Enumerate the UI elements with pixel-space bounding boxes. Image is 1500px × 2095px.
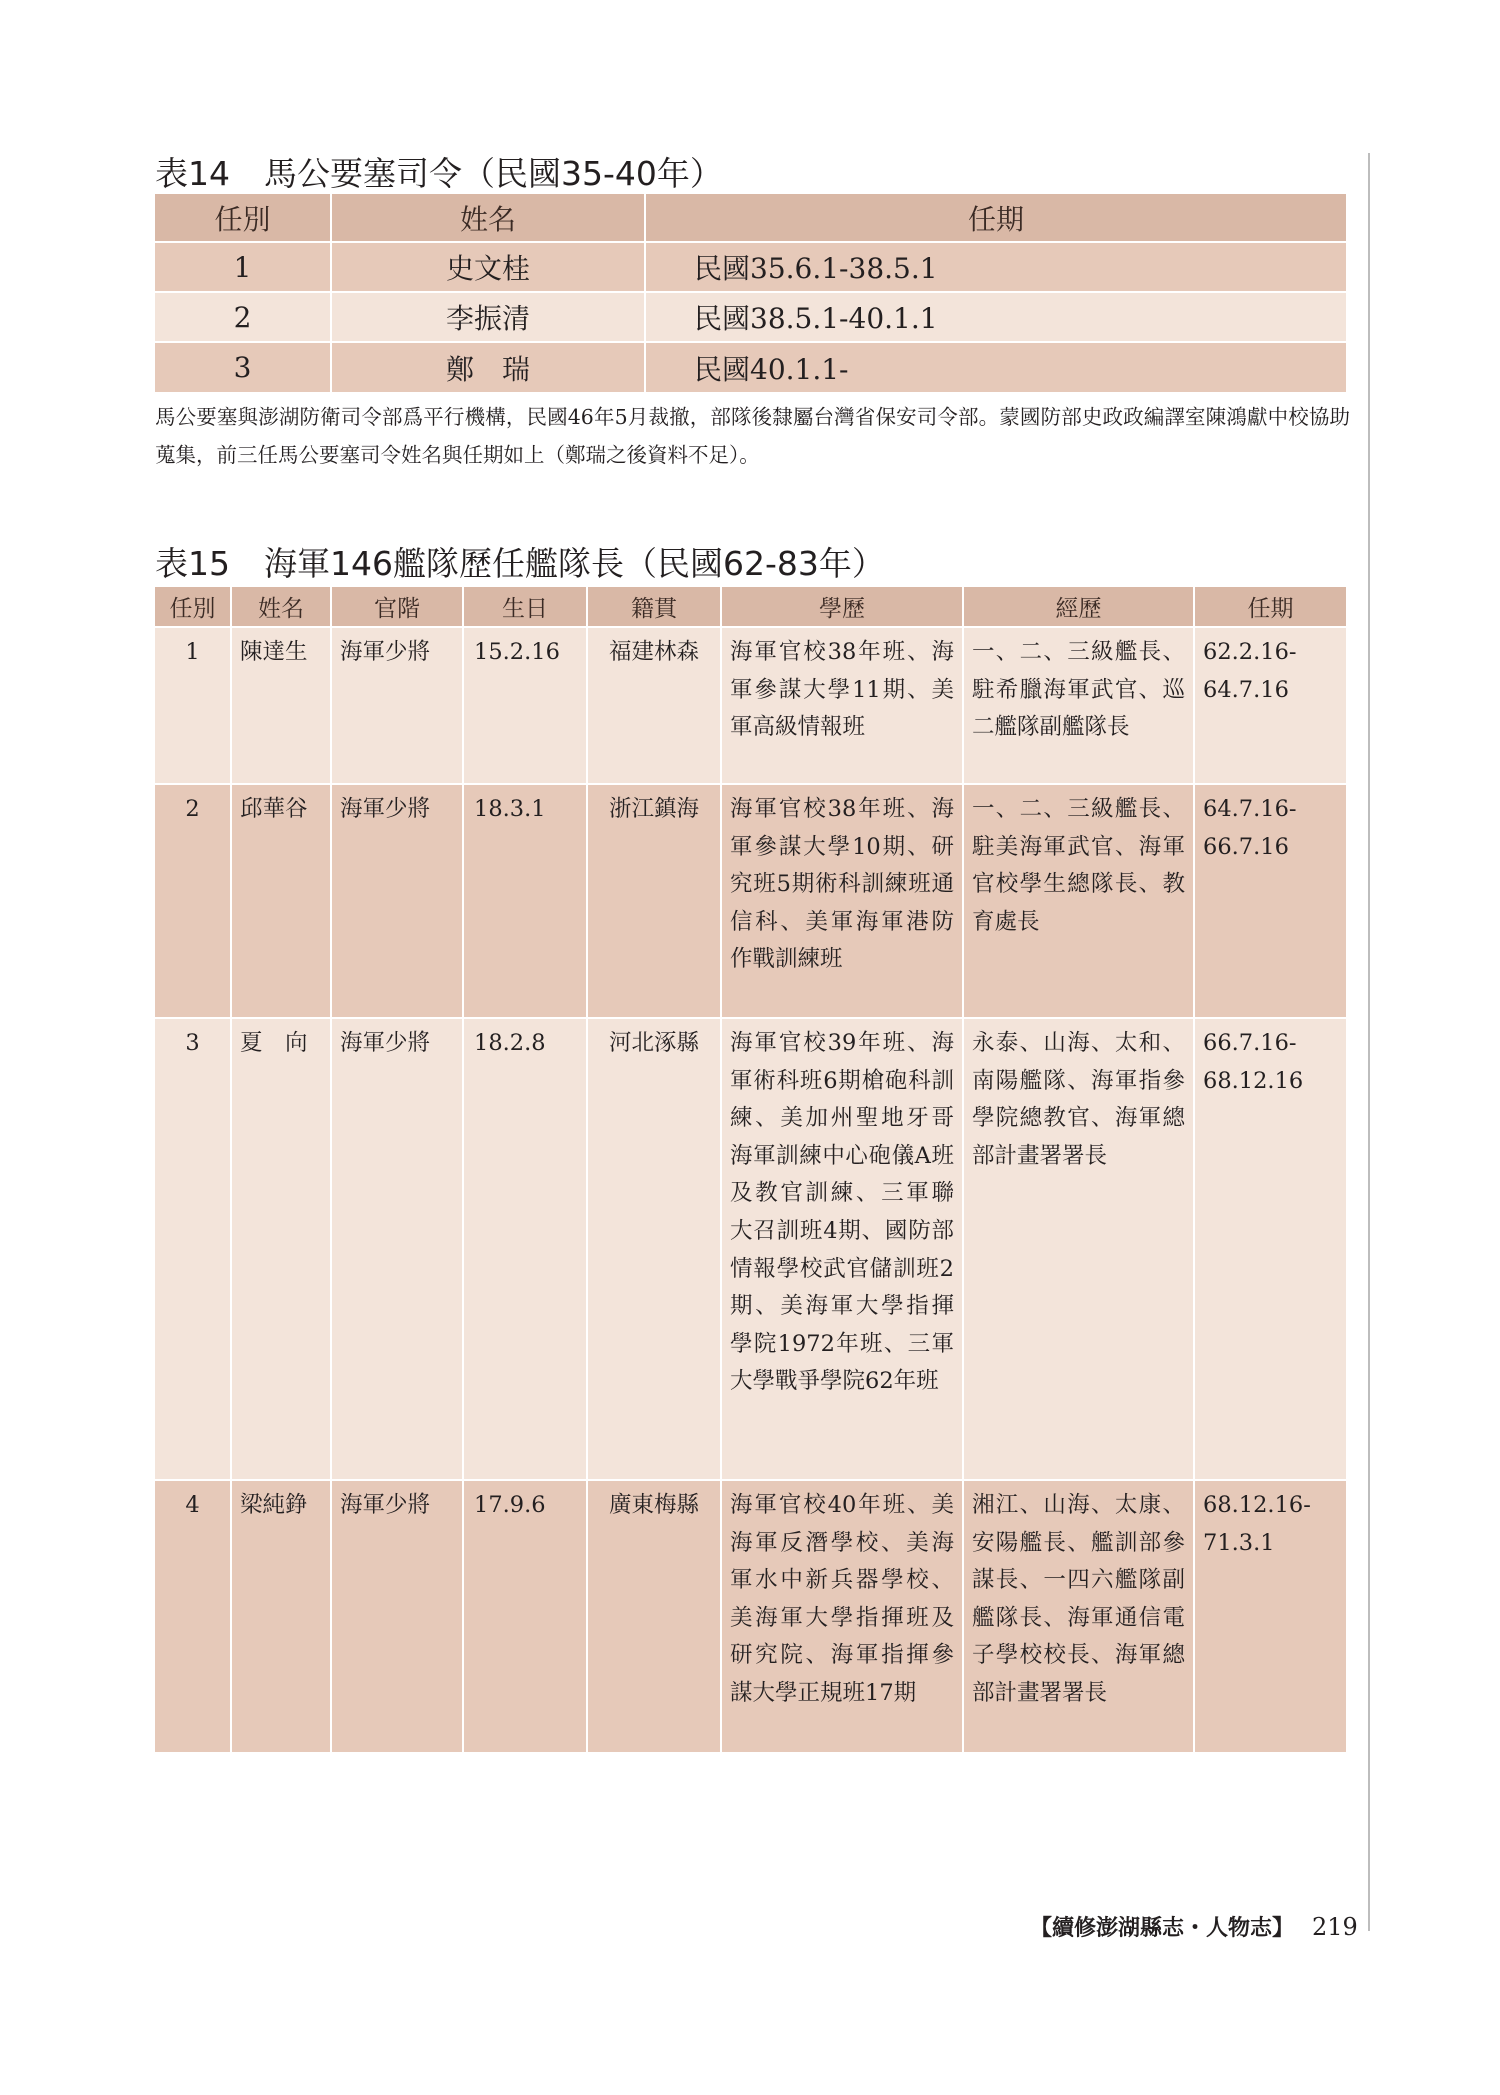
table-row xyxy=(155,342,1346,392)
table-15 xyxy=(155,587,1346,1752)
cell-birth: 17.9.6 xyxy=(463,1480,587,1752)
table-15-header-row xyxy=(155,587,1346,627)
cell-rank: 海軍少將 xyxy=(331,784,463,1018)
cell-order: 2 xyxy=(155,292,331,342)
cell-birth: 18.3.1 xyxy=(463,784,587,1018)
cell-rank: 海軍少將 xyxy=(331,1480,463,1752)
cell-order: 2 xyxy=(155,784,231,1018)
cell-order: 1 xyxy=(155,627,231,784)
table-row xyxy=(155,242,1346,292)
cell-experience: 永泰、山海、太和、南陽艦隊、海軍指參學院總教官、海軍總部計畫署署長 xyxy=(963,1018,1194,1480)
cell-rank: 海軍少將 xyxy=(331,1018,463,1480)
cell-experience: 一、二、三級艦長、駐美海軍武官、海軍官校學生總隊長、教育處長 xyxy=(963,784,1194,1018)
table-15-heading xyxy=(155,538,885,585)
cell-name: 邱華谷 xyxy=(231,784,331,1018)
cell-name: 李振清 xyxy=(331,292,645,342)
header-education: 學歷 xyxy=(721,587,963,627)
book-title: 【續修澎湖縣志・人物志】 xyxy=(1030,1915,1295,1941)
cell-order: 1 xyxy=(155,242,331,292)
header-experience: 經歷 xyxy=(963,587,1194,627)
cell-term: 民國40.1.1- xyxy=(645,342,1346,392)
cell-birth: 18.2.8 xyxy=(463,1018,587,1480)
cell-name: 史文桂 xyxy=(331,242,645,292)
cell-order: 4 xyxy=(155,1480,231,1752)
cell-term: 64.7.16-66.7.16 xyxy=(1194,784,1346,1018)
header-rank: 官階 xyxy=(331,587,463,627)
cell-native-place: 河北涿縣 xyxy=(587,1018,721,1480)
table-15-number: 表15 xyxy=(155,544,230,583)
page-number: 219 xyxy=(1312,1913,1358,1941)
table-row xyxy=(155,784,1346,1018)
table-14 xyxy=(155,194,1346,392)
table-row xyxy=(155,627,1346,784)
cell-experience: 一、二、三級艦長、駐希臘海軍武官、巡二艦隊副艦隊長 xyxy=(963,627,1194,784)
cell-birth: 15.2.16 xyxy=(463,627,587,784)
cell-rank: 海軍少將 xyxy=(331,627,463,784)
cell-education: 海軍官校38年班、海軍參謀大學11期、美軍高級情報班 xyxy=(721,627,963,784)
cell-name: 夏 向 xyxy=(231,1018,331,1480)
header-term: 任期 xyxy=(1194,587,1346,627)
cell-native-place: 福建林森 xyxy=(587,627,721,784)
cell-education: 海軍官校39年班、海軍術科班6期槍砲科訓練、美加州聖地牙哥海軍訓練中心砲儀A班及教官訓練、三軍聯大召訓班4期、國防部情報學校武官儲訓班2期、美海軍大學指揮學院1972年班、三軍大學戰爭學院62年班 xyxy=(721,1018,963,1480)
header-native-place: 籍貫 xyxy=(587,587,721,627)
cell-education: 海軍官校38年班、海軍參謀大學10期、研究班5期術科訓練班通信科、美軍海軍港防作戰訓練班 xyxy=(721,784,963,1018)
margin-rule xyxy=(1368,153,1370,1931)
cell-education: 海軍官校40年班、美海軍反潛學校、美海軍水中新兵器學校、美海軍大學指揮班及研究院、海軍指揮參謀大學正規班17期 xyxy=(721,1480,963,1752)
cell-name: 鄭 瑞 xyxy=(331,342,645,392)
header-birth: 生日 xyxy=(463,587,587,627)
cell-term: 62.2.16-64.7.16 xyxy=(1194,627,1346,784)
table-15-title: 海軍146艦隊歷任艦隊長（民國62-83年） xyxy=(264,544,885,583)
table-14-number: 表14 xyxy=(155,154,230,193)
cell-term: 68.12.16-71.3.1 xyxy=(1194,1480,1346,1752)
header-name: 姓名 xyxy=(231,587,331,627)
cell-order: 3 xyxy=(155,342,331,392)
table-row xyxy=(155,1480,1346,1752)
cell-name: 梁純錚 xyxy=(231,1480,331,1752)
cell-term: 民國38.5.1-40.1.1 xyxy=(645,292,1346,342)
table-row xyxy=(155,1018,1346,1480)
header-order: 任別 xyxy=(155,587,231,627)
table-14-heading xyxy=(155,148,723,195)
cell-term: 66.7.16-68.12.16 xyxy=(1194,1018,1346,1480)
cell-experience: 湘江、山海、太康、安陽艦長、艦訓部參謀長、一四六艦隊副艦隊長、海軍通信電子學校校長、海軍總部計畫署署長 xyxy=(963,1480,1194,1752)
header-name: 姓名 xyxy=(331,194,645,242)
header-term: 任期 xyxy=(645,194,1346,242)
table-14-title: 馬公要塞司令（民國35-40年） xyxy=(264,154,723,193)
cell-name: 陳達生 xyxy=(231,627,331,784)
cell-term: 民國35.6.1-38.5.1 xyxy=(645,242,1346,292)
page-footer xyxy=(1030,1911,1358,1942)
table-row xyxy=(155,292,1346,342)
cell-native-place: 浙江鎮海 xyxy=(587,784,721,1018)
cell-native-place: 廣東梅縣 xyxy=(587,1480,721,1752)
table-14-note: 馬公要塞與澎湖防衛司令部爲平行機構，民國46年5月裁撤，部隊後隸屬台灣省保安司令部。蒙國防部史政政編譯室陳鴻獻中校協助蒐集，前三任馬公要塞司令姓名與任期如上（鄭瑞之後資料不足）。 xyxy=(155,405,1350,467)
cell-order: 3 xyxy=(155,1018,231,1480)
header-order: 任別 xyxy=(155,194,331,242)
table-14-header-row xyxy=(155,194,1346,242)
